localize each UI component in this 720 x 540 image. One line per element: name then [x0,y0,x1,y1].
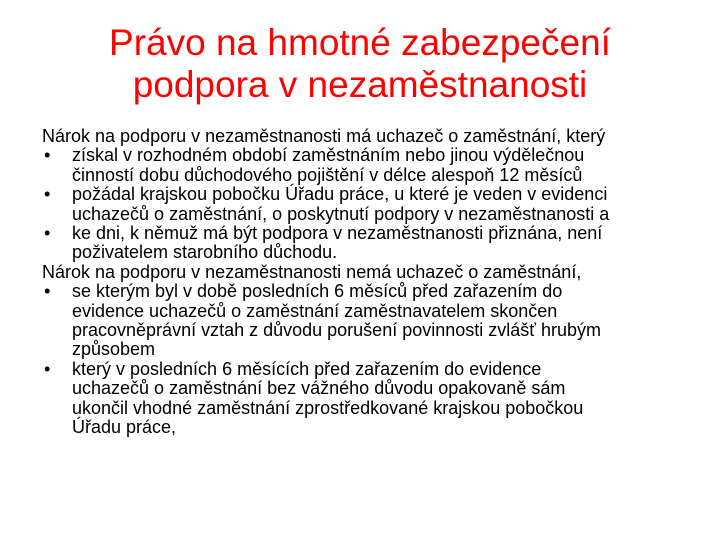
list-item-line: ke dni, k němuž má být podpora v nezaměstnanosti přiznána, není [72,223,603,244]
list-item-line: poživatelem starobního důchodu. [72,242,338,263]
list-item [42,282,682,360]
slide-content [42,127,682,438]
section-eligible [42,127,682,263]
list-item-line: Úřadu práce, [72,417,177,438]
list-item-line: činností dobu důchodového pojištění v délce alespoň 12 měsíců [72,164,583,185]
list-item-line: uchazečů o zaměstnání bez vážného důvodu opakovaně sám [72,378,566,399]
list-item-line: pracovněprávní vztah z důvodu porušení povinnosti zvlášť hrubým [72,320,602,341]
title-line-1: Právo na hmotné zabezpečení [109,22,611,63]
list-item [42,146,682,185]
list-item-line: ukončil vhodné zaměstnání zprostředkované krajskou pobočkou [72,397,584,418]
list-item-line: získal v rozhodném období zaměstnáním nebo jinou výdělečnou [72,145,585,166]
list-item-line: se kterým byl v době posledních 6 měsíců před zařazením do [72,281,563,302]
title-line-2: podpora v nezaměstnanosti [132,64,588,105]
slide-title [40,22,680,106]
list-item-line: který v posledních 6 měsících před zařazením do evidence [72,358,542,379]
list-item [42,360,682,438]
bullet-icon: • [44,223,51,244]
bullet-icon: • [44,281,51,302]
list-item-line: požádal krajskou pobočku Úřadu práce, u které je veden v evidenci [72,184,608,205]
list-item-line: způsobem [72,339,156,360]
bullet-icon: • [44,358,51,379]
bullet-icon: • [44,145,51,166]
list-item-line: evidence uchazečů o zaměstnání zaměstnavatelem skončen [72,300,558,321]
section-not-eligible [42,263,682,438]
section-intro: Nárok na podporu v nezaměstnanosti nemá uchazeč o zaměstnání, [42,261,582,282]
list-item [42,224,682,263]
list-item [42,185,682,224]
bullet-icon: • [44,184,51,205]
section-intro: Nárok na podporu v nezaměstnanosti má uchazeč o zaměstnání, který [42,126,606,146]
list-item-line: uchazečů o zaměstnání, o poskytnutí podpory v nezaměstnanosti a [72,203,610,224]
